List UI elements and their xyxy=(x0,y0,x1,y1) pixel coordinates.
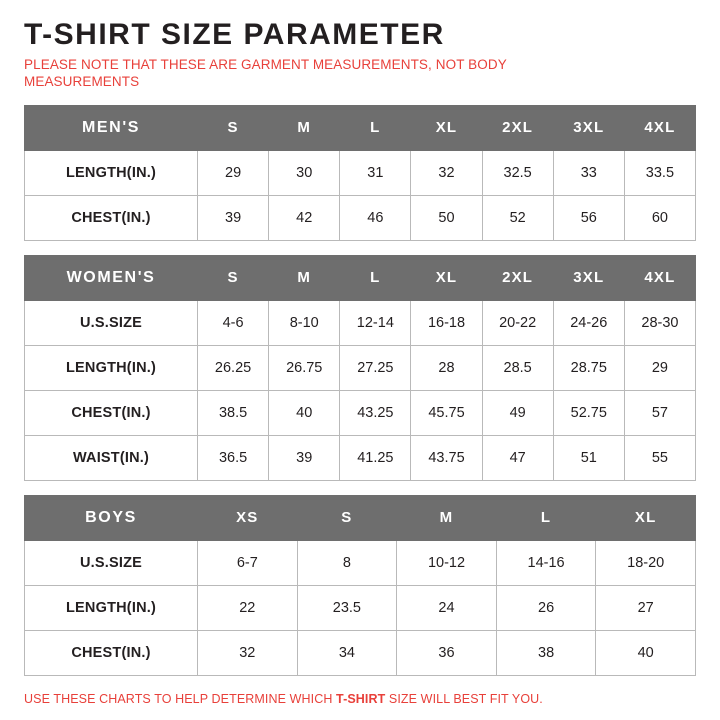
table-cell: 27.25 xyxy=(340,345,411,390)
header-cell-size: 3XL xyxy=(553,255,624,300)
footer-note-highlight: T-SHIRT xyxy=(336,692,386,706)
table-cell: 4-6 xyxy=(198,300,269,345)
table-row xyxy=(25,585,696,630)
row-label: U.S.SIZE xyxy=(25,540,198,585)
measurement-note: PLEASE NOTE THAT THESE ARE GARMENT MEASUREMENTS, NOT BODY MEASUREMENTS xyxy=(24,57,507,89)
table-cell: 23.5 xyxy=(297,585,397,630)
table-cell: 28 xyxy=(411,345,482,390)
header-cell-size: XL xyxy=(596,495,696,540)
table-cell: 22 xyxy=(198,585,298,630)
table-cell: 18-20 xyxy=(596,540,696,585)
table-cell: 43.75 xyxy=(411,435,482,480)
table-row xyxy=(25,300,696,345)
header-cell-size: XS xyxy=(198,495,298,540)
table-cell: 10-12 xyxy=(397,540,497,585)
table-cell: 32 xyxy=(198,630,298,675)
table-cell: 16-18 xyxy=(411,300,482,345)
header-cell-size: M xyxy=(269,105,340,150)
header-cell-category: MEN'S xyxy=(25,105,198,150)
header-cell-size: S xyxy=(198,255,269,300)
header-cell-size: L xyxy=(340,255,411,300)
header-cell-category: BOYS xyxy=(25,495,198,540)
table-cell: 56 xyxy=(553,195,624,240)
table-cell: 6-7 xyxy=(198,540,298,585)
table-row xyxy=(25,195,696,240)
womens-size-table xyxy=(24,255,696,481)
table-header-row xyxy=(25,255,696,300)
row-label: U.S.SIZE xyxy=(25,300,198,345)
table-row xyxy=(25,345,696,390)
table-header-row xyxy=(25,495,696,540)
row-label: WAIST(IN.) xyxy=(25,435,198,480)
footer-note-before: USE THESE CHARTS TO HELP DETERMINE WHICH xyxy=(24,692,337,706)
table-cell: 40 xyxy=(596,630,696,675)
row-label: LENGTH(IN.) xyxy=(25,345,198,390)
header-cell-size: XL xyxy=(411,105,482,150)
table-cell: 47 xyxy=(482,435,553,480)
table-cell: 31 xyxy=(340,150,411,195)
table-cell: 49 xyxy=(482,390,553,435)
header-cell-size: S xyxy=(297,495,397,540)
header-cell-size: L xyxy=(340,105,411,150)
table-cell: 33 xyxy=(553,150,624,195)
mens-size-table xyxy=(24,105,696,241)
header-cell-size: XL xyxy=(411,255,482,300)
table-cell: 50 xyxy=(411,195,482,240)
table-cell: 28.5 xyxy=(482,345,553,390)
table-cell: 28-30 xyxy=(624,300,695,345)
header-cell-size: S xyxy=(198,105,269,150)
table-cell: 26.75 xyxy=(269,345,340,390)
table-cell: 26.25 xyxy=(198,345,269,390)
header-cell-size: 2XL xyxy=(482,255,553,300)
table-cell: 55 xyxy=(624,435,695,480)
table-row xyxy=(25,390,696,435)
header-cell-size: 4XL xyxy=(624,105,695,150)
table-header-row xyxy=(25,105,696,150)
table-cell: 43.25 xyxy=(340,390,411,435)
table-cell: 34 xyxy=(297,630,397,675)
table-cell: 60 xyxy=(624,195,695,240)
table-cell: 32 xyxy=(411,150,482,195)
table-cell: 40 xyxy=(269,390,340,435)
table-cell: 14-16 xyxy=(496,540,596,585)
footer-note-after: SIZE WILL BEST FIT YOU. xyxy=(385,692,543,706)
table-cell: 57 xyxy=(624,390,695,435)
row-label: CHEST(IN.) xyxy=(25,630,198,675)
table-cell: 29 xyxy=(624,345,695,390)
table-cell: 36 xyxy=(397,630,497,675)
table-cell: 33.5 xyxy=(624,150,695,195)
row-label: CHEST(IN.) xyxy=(25,195,198,240)
table-cell: 26 xyxy=(496,585,596,630)
table-cell: 41.25 xyxy=(340,435,411,480)
header-cell-size: M xyxy=(397,495,497,540)
header-cell-size: L xyxy=(496,495,596,540)
header-cell-size: 3XL xyxy=(553,105,624,150)
table-cell: 8-10 xyxy=(269,300,340,345)
table-cell: 28.75 xyxy=(553,345,624,390)
table-cell: 52 xyxy=(482,195,553,240)
boys-size-table xyxy=(24,495,696,676)
table-cell: 45.75 xyxy=(411,390,482,435)
table-cell: 24 xyxy=(397,585,497,630)
table-cell: 51 xyxy=(553,435,624,480)
table-cell: 42 xyxy=(269,195,340,240)
table-cell: 24-26 xyxy=(553,300,624,345)
header-cell-size: 4XL xyxy=(624,255,695,300)
row-label: LENGTH(IN.) xyxy=(25,585,198,630)
table-cell: 38.5 xyxy=(198,390,269,435)
footer-note xyxy=(24,692,543,706)
table-cell: 30 xyxy=(269,150,340,195)
table-cell: 46 xyxy=(340,195,411,240)
table-cell: 38 xyxy=(496,630,596,675)
header-cell-category: WOMEN'S xyxy=(25,255,198,300)
row-label: CHEST(IN.) xyxy=(25,390,198,435)
page-title: T-SHIRT SIZE PARAMETER xyxy=(24,18,445,51)
table-cell: 27 xyxy=(596,585,696,630)
table-cell: 8 xyxy=(297,540,397,585)
header-cell-size: M xyxy=(269,255,340,300)
table-cell: 39 xyxy=(198,195,269,240)
table-cell: 52.75 xyxy=(553,390,624,435)
table-row xyxy=(25,435,696,480)
table-cell: 29 xyxy=(198,150,269,195)
table-cell: 36.5 xyxy=(198,435,269,480)
table-cell: 39 xyxy=(269,435,340,480)
table-row xyxy=(25,540,696,585)
table-row xyxy=(25,630,696,675)
header-cell-size: 2XL xyxy=(482,105,553,150)
row-label: LENGTH(IN.) xyxy=(25,150,198,195)
table-cell: 32.5 xyxy=(482,150,553,195)
table-cell: 20-22 xyxy=(482,300,553,345)
table-cell: 12-14 xyxy=(340,300,411,345)
table-row xyxy=(25,150,696,195)
